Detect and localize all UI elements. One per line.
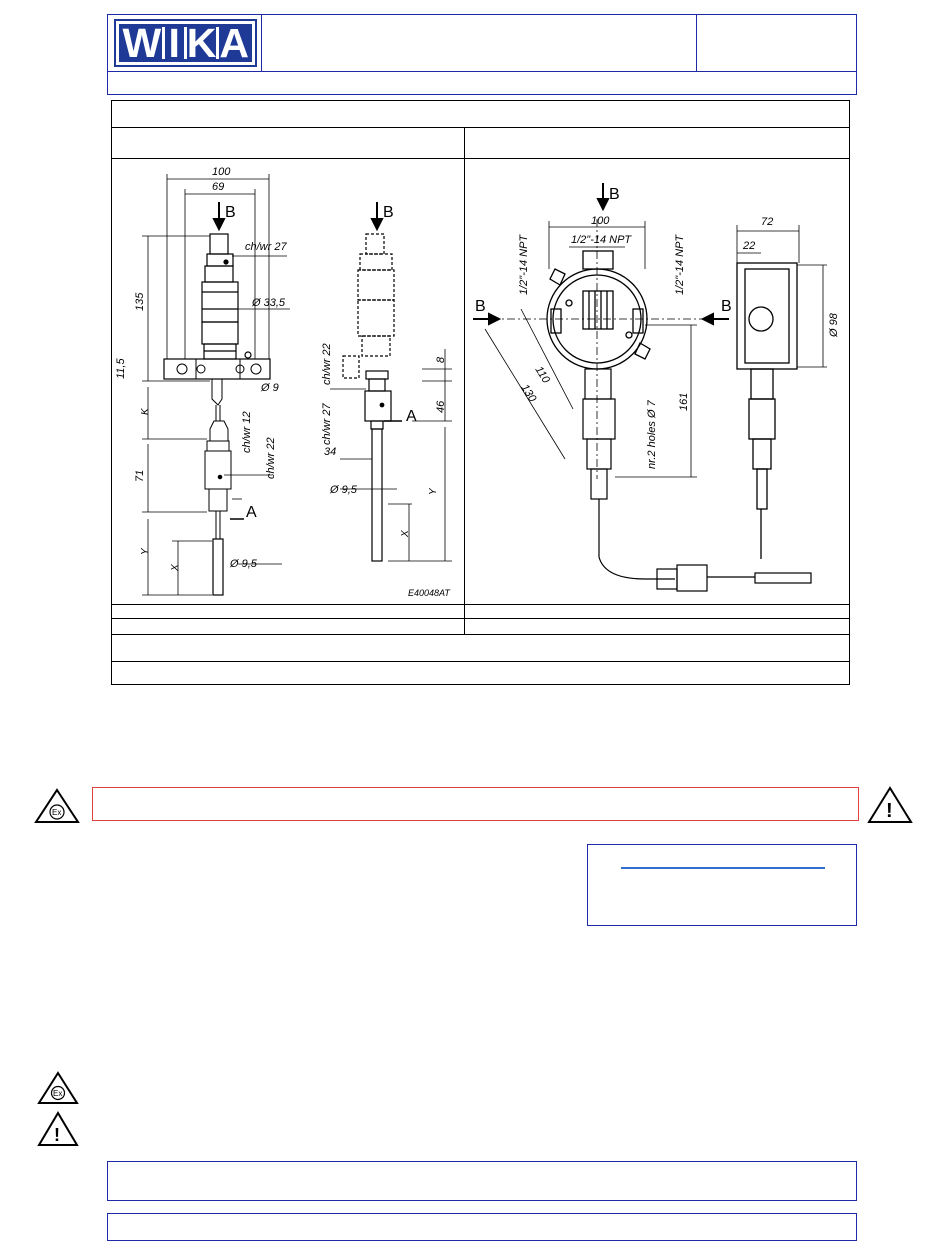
npt-right: 1/2"-14 NPT bbox=[674, 234, 686, 295]
label-b-top: B bbox=[609, 186, 620, 203]
ex-icon-text: Ex bbox=[53, 1089, 63, 1098]
logo-letter: K bbox=[187, 27, 220, 59]
label-a-mid: A bbox=[406, 408, 417, 425]
label-b-left: B bbox=[225, 204, 236, 221]
logo-letter: A bbox=[219, 19, 249, 66]
dim-x-left: X bbox=[170, 564, 181, 571]
header-bottom-rule bbox=[108, 71, 856, 72]
footer-box-2 bbox=[107, 1213, 857, 1241]
header-divider-1 bbox=[261, 15, 262, 71]
b-arrow-left bbox=[214, 202, 224, 229]
info-link-rule bbox=[621, 867, 825, 869]
label-b-mid: B bbox=[383, 204, 394, 221]
logo-letter: I bbox=[165, 27, 187, 59]
table-rule bbox=[112, 604, 849, 605]
dim-71: 71 bbox=[134, 469, 146, 482]
wrench-22-left: ch/wr 22 bbox=[265, 437, 277, 479]
dim-100-right: 100 bbox=[591, 215, 610, 227]
junction-box-front bbox=[547, 251, 650, 369]
table-rule bbox=[112, 634, 849, 635]
dim-x-mid: X bbox=[400, 530, 411, 537]
warning-box bbox=[92, 787, 859, 821]
diam-98: Ø 98 bbox=[828, 313, 840, 337]
table-rule bbox=[112, 661, 849, 662]
dim-y-left: Y bbox=[140, 548, 151, 555]
holes-label: nr.2 holes Ø 7 bbox=[646, 400, 658, 469]
diam-9: Ø 9 bbox=[261, 382, 279, 394]
diam-9-5-left: Ø 9,5 bbox=[230, 558, 257, 570]
wrench-27-mid: ch/wr 27 bbox=[321, 403, 333, 445]
junction-stem bbox=[583, 369, 811, 591]
warning-icon bbox=[866, 785, 914, 825]
table-rule bbox=[112, 618, 849, 619]
header-divider-2 bbox=[696, 15, 697, 71]
junction-box-side bbox=[737, 263, 797, 559]
warning-icon-text: ! bbox=[54, 1125, 60, 1145]
dim-22: 22 bbox=[743, 240, 756, 252]
logo-letter: W bbox=[122, 27, 165, 59]
b-arrow-side-left bbox=[473, 314, 499, 324]
dimension-lines-mid bbox=[330, 349, 452, 561]
dim-100: 100 bbox=[212, 166, 231, 178]
dim-8: 8 bbox=[435, 356, 447, 363]
dim-135: 135 bbox=[134, 292, 146, 311]
wrench-22-mid: ch/wr 22 bbox=[321, 343, 333, 385]
info-box bbox=[587, 844, 857, 926]
dim-69: 69 bbox=[212, 181, 225, 193]
flange-plate bbox=[164, 359, 270, 379]
dim-130: 130 bbox=[518, 382, 539, 405]
footer-box-1 bbox=[107, 1161, 857, 1201]
dim-y-mid: Y bbox=[428, 488, 439, 495]
dim-110: 110 bbox=[532, 364, 552, 386]
label-a-left: A bbox=[246, 504, 257, 521]
npt-left: 1/2"-14 NPT bbox=[518, 234, 530, 295]
ex-icon bbox=[33, 787, 81, 825]
b-arrow-side-right bbox=[703, 314, 729, 324]
label-b-side-left: B bbox=[475, 298, 486, 315]
left-technical-drawing bbox=[112, 159, 464, 604]
stem-lower bbox=[205, 379, 231, 595]
wika-logo bbox=[114, 19, 257, 67]
dim-72: 72 bbox=[761, 216, 774, 228]
dim-11-5: 11,5 bbox=[115, 358, 127, 379]
drawing-code: E40048AT bbox=[408, 588, 450, 598]
dim-34: 34 bbox=[324, 446, 337, 458]
diam-33-5: Ø 33,5 bbox=[252, 297, 286, 309]
diam-9-5-mid: Ø 9,5 bbox=[330, 484, 357, 496]
npt-center: 1/2"-14 NPT bbox=[571, 234, 632, 246]
right-technical-drawing bbox=[465, 159, 849, 604]
dim-k: K bbox=[140, 408, 151, 415]
dim-46: 46 bbox=[435, 400, 447, 413]
dim-161: 161 bbox=[678, 392, 690, 411]
warning-icon bbox=[36, 1110, 80, 1148]
table-rule bbox=[112, 127, 849, 128]
b-arrow-top bbox=[598, 183, 608, 209]
b-arrow-mid bbox=[372, 202, 382, 229]
warning-icon-text: ! bbox=[886, 800, 893, 822]
sensor-head-secondary bbox=[343, 234, 394, 561]
ex-icon-text: Ex bbox=[52, 808, 62, 817]
ex-icon bbox=[36, 1070, 80, 1106]
wrench-27-left: ch/wr 27 bbox=[245, 241, 287, 253]
sensor-head-main bbox=[202, 234, 251, 359]
wrench-12: ch/wr 12 bbox=[241, 411, 253, 453]
label-b-side-right: B bbox=[721, 298, 732, 315]
